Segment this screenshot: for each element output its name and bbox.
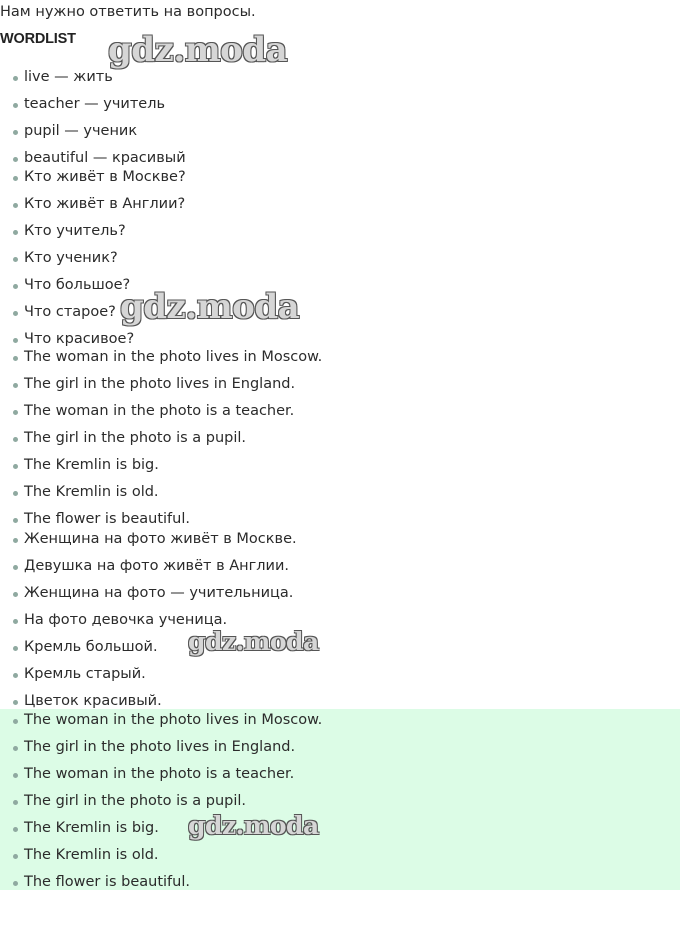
list-item-text: The flower is beautiful.	[24, 511, 190, 527]
list-item	[0, 194, 186, 221]
list-item-text: The woman in the photo is a teacher.	[24, 403, 295, 419]
list-item	[0, 401, 322, 428]
bullet-icon	[13, 338, 18, 343]
bullet-icon	[13, 565, 18, 570]
bullet-icon	[13, 464, 18, 469]
watermark-logo: gdz.moda	[108, 30, 288, 70]
answers-ru-list	[0, 529, 297, 718]
bullet-icon	[13, 673, 18, 678]
list-item-text: Кремль старый.	[24, 666, 146, 682]
bullet-icon	[13, 257, 18, 262]
watermark-logo: gdz.moda	[188, 627, 319, 656]
bullet-icon	[13, 311, 18, 316]
bullet-icon	[13, 491, 18, 496]
bullet-icon	[13, 230, 18, 235]
list-item-text: Кто учитель?	[24, 223, 126, 239]
list-item	[0, 94, 186, 121]
bullet-icon	[13, 619, 18, 624]
list-item-text: The Kremlin is big.	[24, 820, 159, 836]
bullet-icon	[13, 410, 18, 415]
bullet-icon	[13, 592, 18, 597]
watermark-logo: gdz.moda	[120, 287, 300, 327]
list-item-text: Кто живёт в Москве?	[24, 169, 186, 185]
bullet-icon	[13, 203, 18, 208]
bullet-icon	[13, 800, 18, 805]
intro-text: Нам нужно ответить на вопросы.	[0, 4, 256, 20]
bullet-icon	[13, 437, 18, 442]
list-item-text: The girl in the photo is a pupil.	[24, 430, 247, 446]
bullet-icon	[13, 518, 18, 523]
list-item	[0, 428, 322, 455]
list-item-text: The girl in the photo lives in England.	[24, 376, 296, 392]
final-answers-list	[0, 710, 322, 899]
list-item-text: The Kremlin is big.	[24, 457, 159, 473]
answers-en-list	[0, 347, 322, 536]
bullet-icon	[13, 76, 18, 81]
list-item	[0, 482, 322, 509]
list-item	[0, 248, 186, 275]
list-item-text: The Kremlin is old.	[24, 847, 159, 863]
list-item-text: The girl in the photo lives in England.	[24, 739, 296, 755]
wordlist-heading: WORDLIST	[0, 31, 76, 47]
list-item	[0, 764, 322, 791]
bullet-icon	[13, 176, 18, 181]
list-item-text: Женщина на фото живёт в Москве.	[24, 531, 297, 547]
list-item-text: Кремль большой.	[24, 639, 158, 655]
list-item-text: Цветок красивый.	[24, 693, 162, 709]
list-item	[0, 121, 186, 148]
bullet-icon	[13, 130, 18, 135]
list-item	[0, 374, 322, 401]
list-item-text: The woman in the photo is a teacher.	[24, 766, 295, 782]
list-item-text: Кто живёт в Англии?	[24, 196, 186, 212]
list-item-text: The girl in the photo is a pupil.	[24, 793, 247, 809]
bullet-icon	[13, 881, 18, 886]
bullet-icon	[13, 773, 18, 778]
bullet-icon	[13, 383, 18, 388]
bullet-icon	[13, 746, 18, 751]
bullet-icon	[13, 103, 18, 108]
list-item	[0, 664, 297, 691]
list-item	[0, 872, 322, 899]
list-item-text: teacher — учитель	[24, 96, 166, 112]
bullet-icon	[13, 827, 18, 832]
list-item	[0, 529, 297, 556]
list-item-text: Что старое?	[24, 304, 116, 320]
list-item-text: На фото девочка ученица.	[24, 612, 228, 628]
list-item	[0, 67, 186, 94]
watermark-logo: gdz.moda	[188, 811, 319, 840]
bullet-icon	[13, 700, 18, 705]
bullet-icon	[13, 854, 18, 859]
bullet-icon	[13, 284, 18, 289]
list-item	[0, 710, 322, 737]
wordlist-list	[0, 67, 186, 175]
bullet-icon	[13, 356, 18, 361]
bullet-icon	[13, 719, 18, 724]
bullet-icon	[13, 157, 18, 162]
list-item	[0, 845, 322, 872]
list-item	[0, 556, 297, 583]
list-item-text: Что красивое?	[24, 331, 135, 347]
bullet-icon	[13, 538, 18, 543]
list-item	[0, 167, 186, 194]
list-item	[0, 455, 322, 482]
list-item-text: beautiful — красивый	[24, 150, 186, 166]
list-item-text: The woman in the photo lives in Moscow.	[24, 349, 323, 365]
list-item	[0, 737, 322, 764]
list-item-text: Девушка на фото живёт в Англии.	[24, 558, 289, 574]
list-item-text: The woman in the photo lives in Moscow.	[24, 712, 323, 728]
questions-ru-list	[0, 167, 186, 356]
list-item-text: live — жить	[24, 69, 113, 85]
list-item	[0, 221, 186, 248]
list-item-text: pupil — ученик	[24, 123, 138, 139]
list-item-text: Что большое?	[24, 277, 131, 293]
list-item	[0, 347, 322, 374]
list-item-text: Кто ученик?	[24, 250, 118, 266]
list-item-text: Женщина на фото — учительница.	[24, 585, 294, 601]
list-item-text: The flower is beautiful.	[24, 874, 190, 890]
bullet-icon	[13, 646, 18, 651]
list-item-text: The Kremlin is old.	[24, 484, 159, 500]
list-item	[0, 583, 297, 610]
